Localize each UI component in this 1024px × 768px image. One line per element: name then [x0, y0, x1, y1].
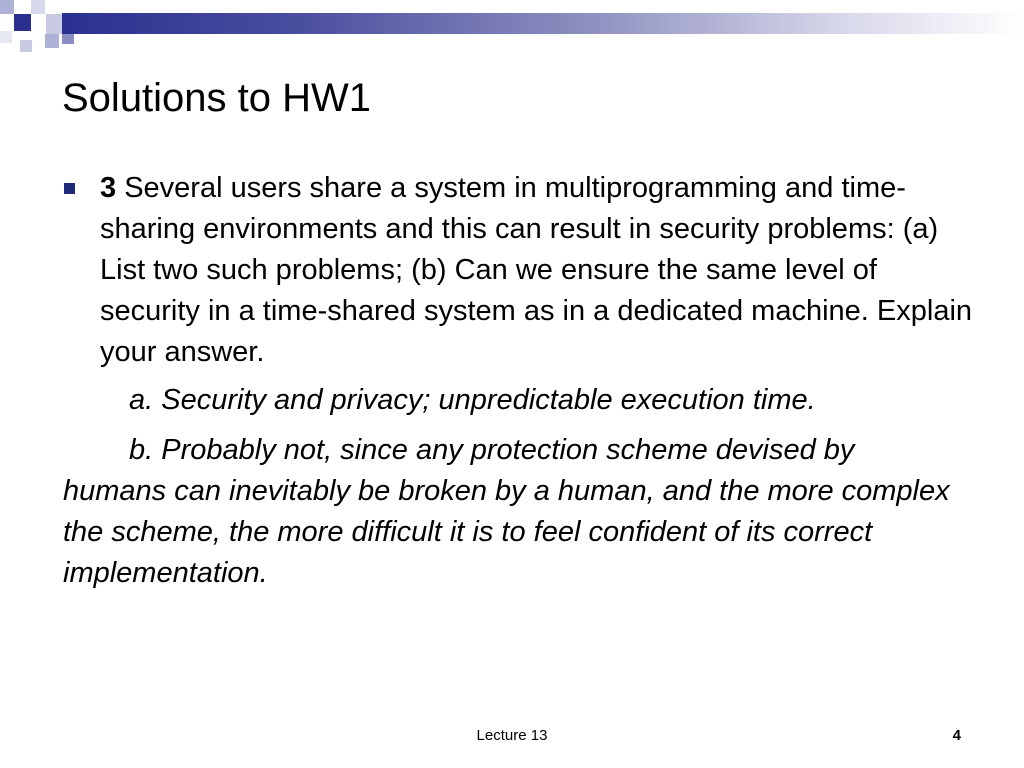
footer-lecture-label: Lecture 13 — [476, 727, 548, 744]
square-bullet-icon — [64, 183, 75, 194]
answer-a: a. Security and privacy; unpredictable execution time. — [129, 384, 816, 416]
slide-title: Solutions to HW1 — [62, 76, 372, 120]
page-number: 4 — [952, 727, 961, 744]
decor-square — [0, 31, 12, 43]
header-gradient-bar — [62, 13, 1024, 34]
decor-square — [31, 0, 45, 14]
question-number: 3 — [100, 172, 117, 204]
answer-b: b. Probably not, since any protection scheme devised by humans can inevitably be broken by a human, and the more complex the scheme, the more difficult it is to feel confident of its correct implementation. — [63, 434, 950, 589]
question-body: Several users share a system in multiprogramming and time-sharing environments and this can result in security problems: (a) List two such problems; (b) Can we ensure the same level of security in a time-shared system as in a dedicated machine. Explain your answer. — [100, 172, 973, 368]
decor-square — [20, 40, 32, 52]
question-text — [100, 168, 980, 373]
decor-square — [14, 14, 31, 31]
decor-square — [45, 34, 59, 48]
decor-square — [0, 0, 14, 14]
decor-square — [62, 34, 74, 44]
decor-square — [46, 14, 62, 34]
